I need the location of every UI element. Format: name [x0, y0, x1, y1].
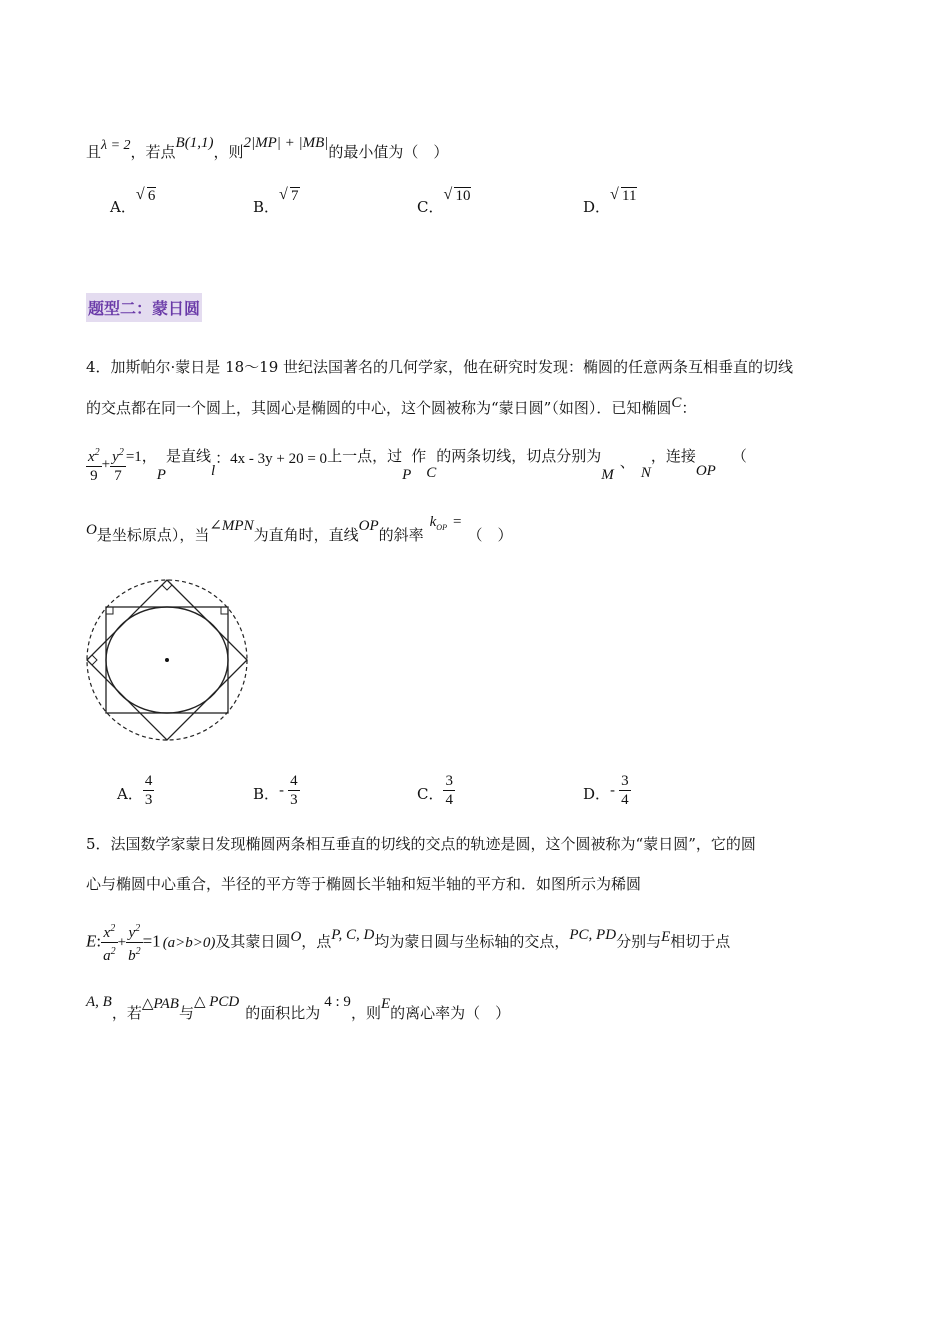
option-label: D． [583, 784, 611, 803]
origin-o: O [86, 522, 97, 538]
points-pcd: P, C, D [331, 926, 375, 943]
right-angle-mark [106, 607, 113, 614]
q5-text: ，若 [111, 1004, 142, 1022]
answer-blank: （ ） [467, 526, 513, 544]
var-x: x [88, 449, 95, 465]
q4-option-c[interactable] [417, 772, 455, 809]
q5-text: 均为蒙日圆与坐标轴的交点， [374, 932, 570, 951]
q4-text: ： [681, 399, 697, 417]
k: k [429, 514, 437, 530]
sqrt [279, 188, 300, 205]
q4-line1: 4．加斯帕尔·蒙日是 18～19 世纪法国著名的几何学家，他在研究时发现：椭圆的任意两条互相垂直的切线 [86, 358, 794, 376]
q4-ellipse-c: C [671, 395, 682, 411]
eq-one: =1 [142, 931, 161, 951]
q4-line4 [86, 514, 513, 546]
triangle-pcd: △ PCD [193, 994, 240, 1010]
right-angle-mark [92, 655, 97, 665]
q4-frac-x: $\frac{x^2}{9}$ [86, 444, 102, 485]
ratio: 4 : 9 [324, 994, 351, 1010]
colon: : [96, 931, 102, 951]
q4-text: 是坐标原点），当 [96, 526, 210, 544]
denominator: 3 [144, 792, 153, 808]
q3-expression: 2|MP| + |MB| [243, 135, 329, 151]
option-fraction [619, 772, 631, 809]
q3-lambda: λ = 2 [101, 138, 131, 153]
q3-text: ，若点 [130, 143, 176, 161]
q4-text: 上一点，过 [327, 446, 403, 465]
q5-text: 的离心率为（ ） [390, 1004, 511, 1022]
option-label: D． [583, 198, 611, 216]
point-p: P [156, 466, 166, 483]
lines-pc-pd: PC, PD [569, 926, 617, 943]
q3-option-b[interactable] [253, 188, 300, 217]
q5-line1: 5．法国数学家蒙日发现椭圆两条相互垂直的切线的交点的轨迹是圆，这个圆被称为“蒙日圆”，它的圆 [86, 835, 756, 853]
ellipse-e: E [86, 931, 97, 951]
q5-text: 与 [178, 1004, 194, 1022]
point-m: M [601, 466, 614, 483]
denominator: 4 [445, 792, 453, 808]
option-label: C． [417, 784, 444, 803]
option-label: C． [417, 198, 444, 216]
q5-text: 的面积比为 [245, 1004, 321, 1022]
sqrt [136, 188, 157, 205]
option-value: 6 [147, 188, 156, 204]
triangle-pab: △PAB [141, 996, 179, 1012]
var-b: b [128, 948, 136, 964]
eq-one: =1， [125, 448, 157, 465]
equals: = [452, 514, 462, 530]
q5-text: 相切于点 [670, 932, 731, 951]
q4-option-a[interactable] [117, 772, 154, 809]
option-label: A． [110, 198, 136, 216]
q4-line2 [86, 394, 696, 423]
section-heading: 题型二：蒙日圆 [86, 293, 202, 322]
q3-condition-line [86, 135, 449, 168]
var-y: y [112, 449, 119, 465]
q5-line2: 心与椭圆中心重合，半径的平方等于椭圆长半轴和短半轴的平方和．如图所示为稀圆 [86, 875, 642, 893]
condition: (a>b>0) [162, 934, 216, 951]
center-dot [165, 658, 169, 662]
q3-point-b: B(1,1) [175, 135, 214, 151]
ellipse-e: E [380, 996, 391, 1012]
q5-text: 分别与 [616, 932, 662, 951]
numerator: 4 [144, 773, 153, 789]
angle-mpn: ∠MPN [209, 518, 254, 534]
points-ab: A, B [86, 994, 112, 1010]
option-fraction [143, 772, 155, 809]
right-angle-mark [162, 585, 172, 590]
option-label: A． [117, 784, 143, 803]
q4-frac-y: $\frac{y^2}{7}$ [110, 444, 126, 485]
q4-text: 的斜率 [378, 526, 424, 544]
q3-option-a[interactable] [110, 188, 156, 217]
numerator: 4 [290, 773, 298, 789]
q3-text: 的最小值为（ ） [328, 143, 449, 161]
option-value: 11 [622, 188, 637, 204]
q5-text: ，则 [350, 1004, 381, 1022]
var-x: x [103, 925, 111, 941]
q4-text: 是直线 [165, 446, 211, 465]
q5-text: 及其蒙日圆 [215, 932, 291, 951]
option-label: B． [253, 198, 280, 216]
q4-option-b[interactable] [253, 772, 300, 809]
option-value: 7 [291, 188, 299, 204]
var-y: y [128, 925, 136, 941]
plus: + [101, 456, 111, 473]
segment-op: OP [358, 518, 379, 534]
q4-text: 、 [619, 452, 635, 471]
point-n: N [640, 464, 651, 481]
line-l: l [210, 462, 216, 479]
q5-frac-x: $\frac{x^2}{a^2}$ [101, 920, 118, 965]
option-value: 10 [455, 188, 471, 204]
q3-text: 且 [86, 143, 102, 161]
q4-text: ，连接 [650, 446, 696, 465]
q3-option-c[interactable] [417, 188, 471, 217]
option-sign: - [279, 780, 285, 799]
q4-text: （ [731, 446, 747, 465]
q4-text: 的交点都在同一个圆上，其圆心是椭圆的中心，这个圆被称为“蒙日圆”（如图）．已知椭圆 [86, 399, 672, 417]
ellipse-e: E [661, 928, 671, 945]
q4-option-d[interactable] [583, 772, 631, 809]
option-sign: - [610, 780, 616, 799]
q5-line4 [86, 994, 511, 1023]
ellipse-c: C [426, 464, 437, 481]
q5-line3 [86, 920, 730, 965]
q4-text: 为直角时，直线 [253, 526, 359, 544]
q3-text: ，则 [213, 143, 244, 161]
denominator: 4 [621, 792, 629, 808]
sqrt [610, 188, 637, 205]
option-fraction [443, 772, 455, 809]
numerator: 3 [445, 773, 453, 789]
numerator: 3 [621, 773, 629, 789]
line-equation: ：4x - 3y + 20 = 0 [215, 450, 328, 467]
den-9: 9 [90, 468, 98, 484]
q5-frac-y: $\frac{y^2}{b^2}$ [126, 920, 143, 965]
q3-option-d[interactable] [583, 188, 637, 217]
monge-circle-figure [80, 574, 256, 750]
right-angle-mark [221, 607, 228, 614]
segment-op: OP [695, 462, 716, 479]
q4-text: 的两条切线，切点分别为 [436, 446, 602, 465]
slope-k [424, 514, 447, 530]
k-subscript: OP [436, 523, 447, 532]
point-p: P [402, 466, 412, 483]
var-a: a [103, 948, 111, 964]
option-label: B． [253, 784, 280, 803]
q4-text: 作 [411, 446, 427, 465]
plus: + [117, 934, 127, 951]
circle-o: O [290, 928, 302, 945]
option-fraction [288, 772, 300, 809]
den-7: 7 [114, 468, 122, 484]
q4-line3 [86, 444, 747, 485]
denominator: 3 [290, 792, 298, 808]
q5-text: ，点 [301, 932, 332, 951]
sqrt [443, 188, 471, 205]
